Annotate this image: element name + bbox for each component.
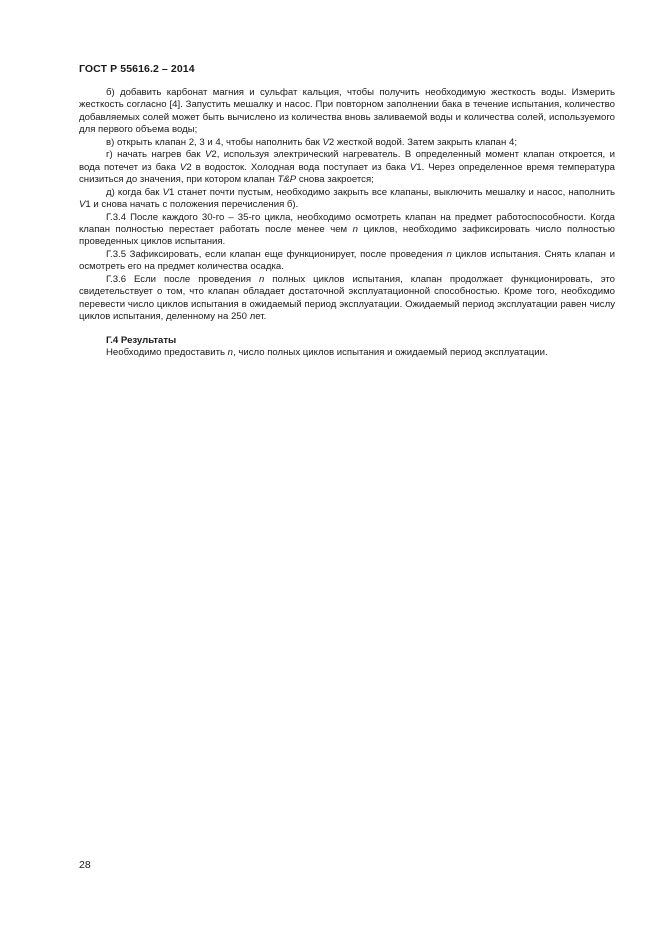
variable: V bbox=[409, 161, 417, 173]
section-gap bbox=[79, 324, 615, 335]
variable: n bbox=[352, 223, 358, 235]
text-run: 1 и снова начать с положения перечисления б). bbox=[85, 199, 299, 211]
text-run: 2 жесткой водой. Затем закрыть клапан 4; bbox=[328, 136, 517, 148]
variable: n bbox=[258, 273, 265, 285]
text-run: Г.3.5 Зафиксировать, если клапан еще функционирует, после проведения bbox=[106, 248, 447, 260]
paragraph-g-3-5 bbox=[79, 249, 615, 274]
text-run: Г.3.6 Если после проведения bbox=[106, 273, 259, 285]
paragraph-g-3-4 bbox=[79, 212, 615, 249]
text-run: б) добавить карбонат магния и сульфат кальция, чтобы получить необходимую жесткость воды. Измерить жесткость согласно [4]. Запустить мешалку и насос. При повторном заполнении бака в течение испытания, количество добавляемых солей может быть вычислено из количества вновь заливаемой воды и количества солей, используемого для первого объема воды; bbox=[79, 87, 615, 136]
text-run: Необходимо предоставить bbox=[106, 347, 228, 359]
variable: T&P bbox=[277, 174, 297, 186]
text-run: г) начать нагрев бак bbox=[106, 149, 205, 161]
paragraph-v bbox=[79, 137, 615, 149]
variable: V bbox=[322, 136, 329, 148]
text-run: д) когда бак bbox=[106, 186, 163, 198]
variable: V bbox=[179, 161, 187, 173]
variable: n bbox=[227, 347, 234, 359]
page-number: 28 bbox=[79, 859, 91, 871]
text-run: 2 в водосток. Холодная вода поступает из бака bbox=[186, 161, 410, 173]
text-run: 1. Через определенное время температура снизиться до значения, при котором клапан bbox=[79, 161, 616, 186]
text-run: циклов, необходимо зафиксировать число полностью проведенных циклов испытания. bbox=[79, 223, 615, 248]
variable: V bbox=[162, 186, 170, 198]
variable: n bbox=[446, 248, 452, 260]
text-run: снова закроется; bbox=[296, 174, 374, 186]
section-heading-results: Г.4 Результаты bbox=[106, 334, 177, 346]
text-run: 2, используя электрический нагреватель. В определенный момент клапан откроется, и вода потечет из бака bbox=[79, 149, 615, 173]
paragraph-b bbox=[79, 87, 615, 137]
text-run: , число полных циклов испытания и ожидаемый период эксплуатации. bbox=[233, 347, 548, 359]
text-run: полных циклов испытания, клапан продолжает функционировать, это свидетельствует о том, что клапан обладает достаточной эксплуатационной способностью. Кроме того, необходимо перевести число циклов испытания в ожидаемый период эксплуатации. Ожидаемый период эксплуатации равен числу циклов испытания, деленному на 250 лет. bbox=[79, 273, 615, 323]
document-header: ГОСТ Р 55616.2 – 2014 bbox=[79, 63, 195, 75]
text-run: в) открыть клапан 2, 3 и 4, чтобы наполнить бак bbox=[106, 136, 323, 148]
text-run: Г.3.4 После каждого 30-го – 35-го цикла, необходимо осмотреть клапан на предмет работоспособности. Когда клапан полностью перестает работать после менее чем bbox=[79, 211, 615, 235]
variable: V bbox=[204, 149, 212, 161]
document-body bbox=[79, 87, 615, 360]
paragraph-results bbox=[79, 347, 615, 359]
text-run: циклов испытания. Снять клапан и осмотреть его на предмет количества осадка. bbox=[79, 248, 615, 273]
text-run: 1 станет почти пустым, необходимо закрыть все клапаны, выключить мешалку и насос, наполнить bbox=[169, 186, 615, 198]
paragraph-d bbox=[79, 187, 615, 212]
paragraph-g-3-6 bbox=[79, 274, 615, 324]
paragraph-g bbox=[79, 149, 615, 186]
variable: V bbox=[79, 199, 86, 211]
